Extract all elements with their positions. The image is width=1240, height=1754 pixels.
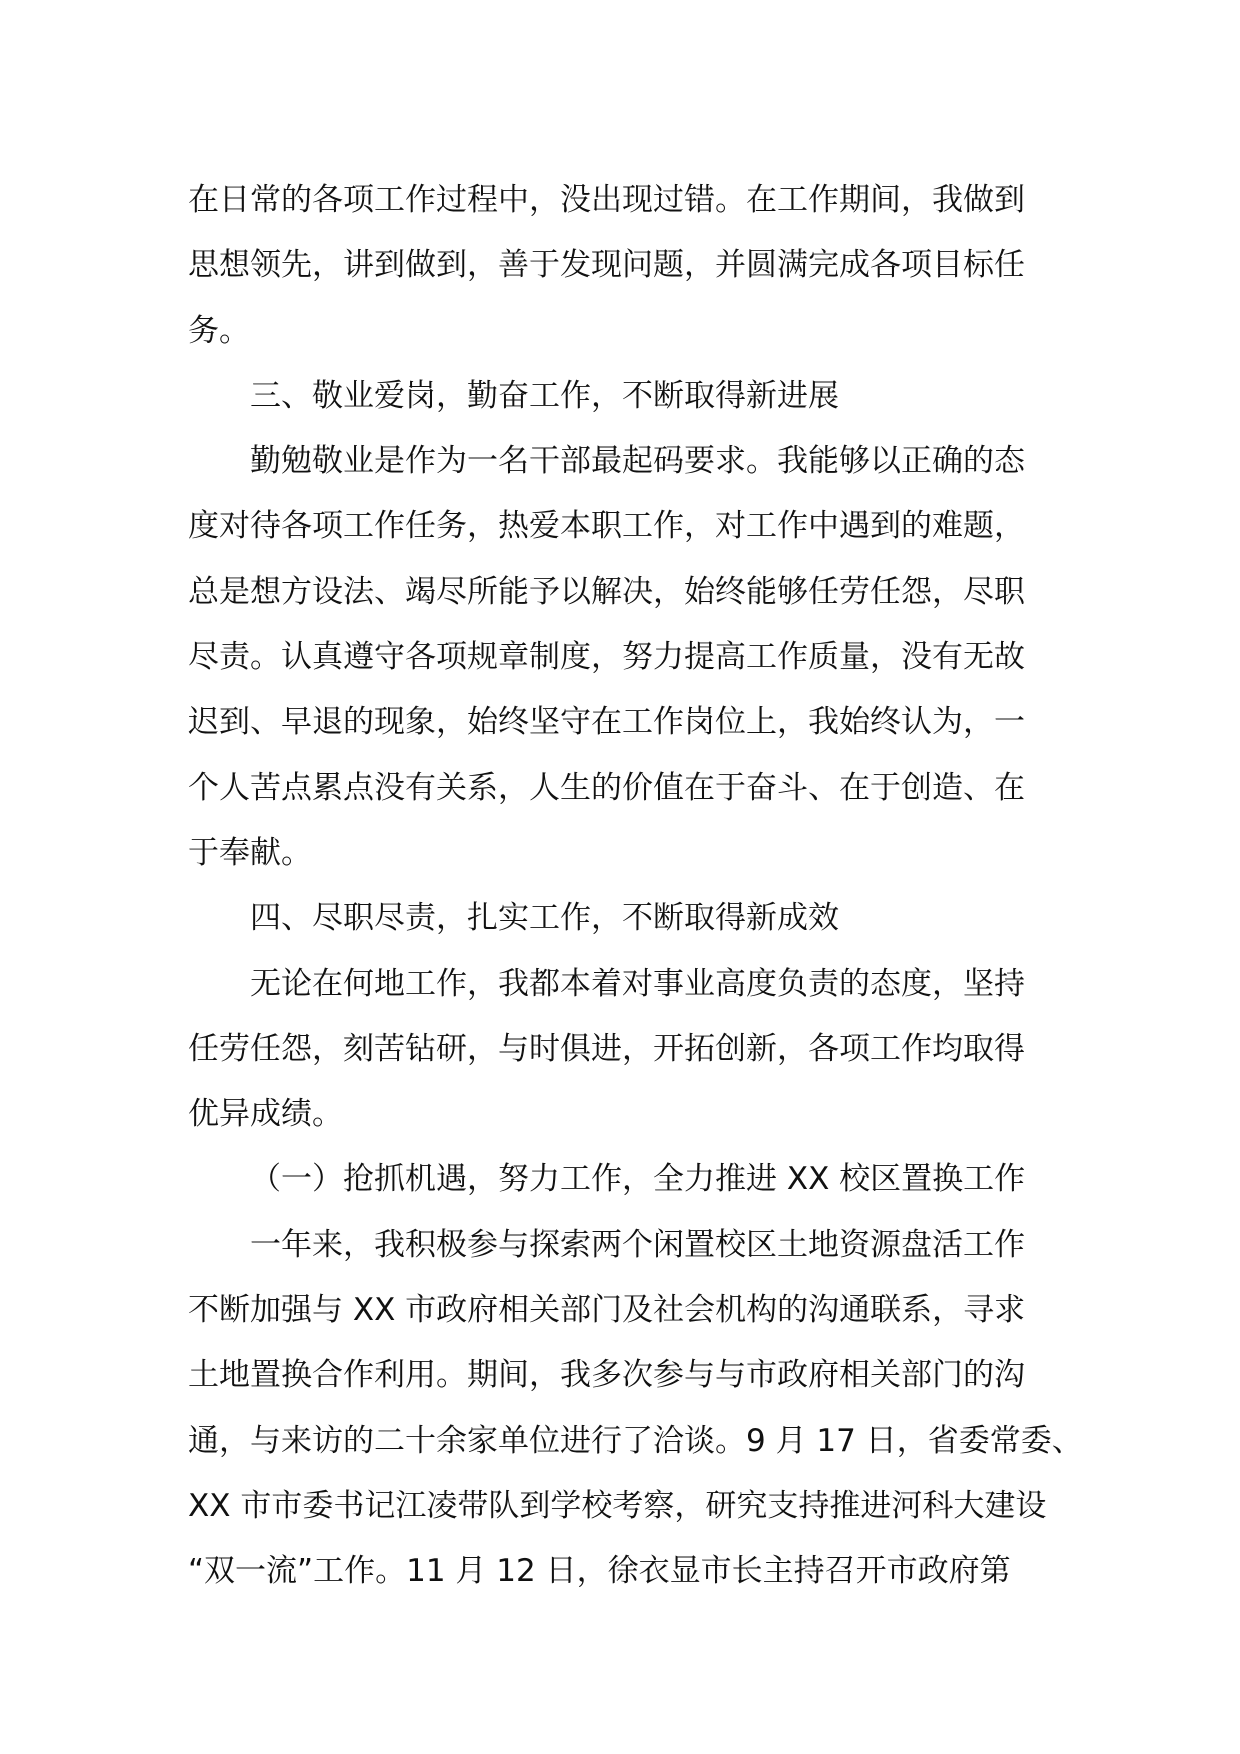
text-line: 三、敬业爱岗，勤奋工作，不断取得新进展	[250, 377, 839, 414]
document-body	[188, 168, 1083, 1605]
text-line: 于奉献。	[188, 834, 312, 871]
text-line: 勤勉敬业是作为一名干部最起码要求。我能够以正确的态	[250, 443, 1025, 480]
text-line: 思想领先，讲到做到，善于发现问题，并圆满完成各项目标任	[188, 247, 1025, 284]
text-line: “双一流”工作。11 月 12 日，徐衣显市长主持召开市政府第	[188, 1553, 1011, 1590]
text-line: 度对待各项工作任务，热爱本职工作，对工作中遇到的难题，	[188, 508, 1025, 545]
text-line: 任劳任怨，刻苦钻研，与时俱进，开拓创新，各项工作均取得	[188, 1030, 1025, 1067]
text-line: 在日常的各项工作过程中，没出现过错。在工作期间，我做到	[188, 182, 1025, 218]
text-line: XX 市市委书记江凌带队到学校考察，研究支持推进河科大建设	[188, 1487, 1047, 1524]
text-line: 土地置换合作利用。期间，我多次参与与市政府相关部门的沟	[188, 1357, 1025, 1394]
text-line: 通，与来访的二十余家单位进行了洽谈。9 月 17 日，省委常委、	[188, 1422, 1083, 1459]
text-line: （一）抢抓机遇，努力工作，全力推进 XX 校区置换工作	[250, 1161, 1026, 1198]
text-line: 务。	[188, 312, 250, 349]
text-line: 迟到、早退的现象，始终坚守在工作岗位上，我始终认为，一	[188, 704, 1025, 741]
text-line: 尽责。认真遵守各项规章制度，努力提高工作质量，没有无故	[188, 639, 1025, 676]
text-line: 总是想方设法、竭尽所能予以解决，始终能够任劳任怨，尽职	[188, 573, 1025, 610]
text-line: 四、尽职尽责，扎实工作，不断取得新成效	[250, 900, 839, 937]
text-line: 不断加强与 XX 市政府相关部门及社会机构的沟通联系，寻求	[188, 1292, 1026, 1329]
text-line: 优异成绩。	[188, 1096, 343, 1133]
text-line: 一年来，我积极参与探索两个闲置校区土地资源盘活工作	[250, 1226, 1025, 1263]
text-line: 无论在何地工作，我都本着对事业高度负责的态度，坚持	[250, 965, 1025, 1002]
text-line: 个人苦点累点没有关系，人生的价值在于奋斗、在于创造、在	[188, 769, 1025, 806]
